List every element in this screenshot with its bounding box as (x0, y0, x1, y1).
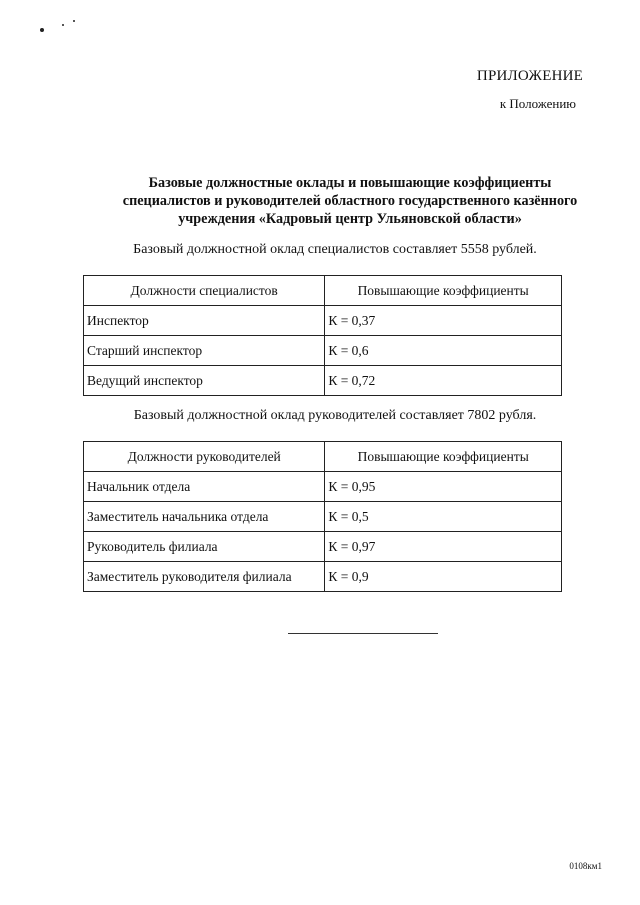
appendix-title: ПРИЛОЖЕНИЕ (476, 68, 583, 84)
table-header-row (84, 442, 562, 472)
footer-document-code: 0108км1 (569, 861, 602, 871)
column-header-position: Должности руководителей (84, 442, 325, 472)
coefficient-cell: К = 0,9 (325, 562, 562, 592)
position-cell: Руководитель филиала (84, 532, 325, 562)
table-header-row (84, 276, 562, 306)
position-cell: Заместитель руководителя филиала (84, 562, 325, 592)
column-header-position: Должности специалистов (84, 276, 325, 306)
heading-line-1: Базовые должностные оклады и повышающие коэффициенты (148, 175, 552, 191)
coefficient-cell: К = 0,95 (325, 472, 562, 502)
coefficient-cell: К = 0,5 (325, 502, 562, 532)
heading-line-3: учреждения «Кадровый центр Ульяновской области» (178, 211, 522, 227)
position-cell: Заместитель начальника отдела (84, 502, 325, 532)
table-row (84, 562, 562, 592)
table-row (84, 502, 562, 532)
table-row (84, 306, 562, 336)
scan-specks (40, 18, 90, 38)
closing-divider-line (288, 633, 438, 634)
coefficient-cell: К = 0,37 (325, 306, 562, 336)
table-row (84, 532, 562, 562)
managers-base-salary-note: Базовый должностной оклад руководителей составляет 7802 рубля. (133, 408, 537, 423)
table-row (84, 472, 562, 502)
position-cell: Старший инспектор (84, 336, 325, 366)
table-row (84, 336, 562, 366)
heading-line-2: специалистов и руководителей областного государственного казённого (122, 193, 578, 209)
document-heading (90, 174, 610, 228)
column-header-coefficient: Повышающие коэффициенты (325, 442, 562, 472)
specialists-table (83, 275, 562, 396)
managers-table (83, 441, 562, 592)
appendix-subtitle: к Положению (499, 96, 576, 111)
table-row (84, 366, 562, 396)
coefficient-cell: К = 0,97 (325, 532, 562, 562)
specialists-base-salary-note: Базовый должностной оклад специалистов составляет 5558 рублей. (133, 242, 537, 257)
column-header-coefficient: Повышающие коэффициенты (325, 276, 562, 306)
position-cell: Инспектор (84, 306, 325, 336)
position-cell: Начальник отдела (84, 472, 325, 502)
coefficient-cell: К = 0,72 (325, 366, 562, 396)
position-cell: Ведущий инспектор (84, 366, 325, 396)
coefficient-cell: К = 0,6 (325, 336, 562, 366)
